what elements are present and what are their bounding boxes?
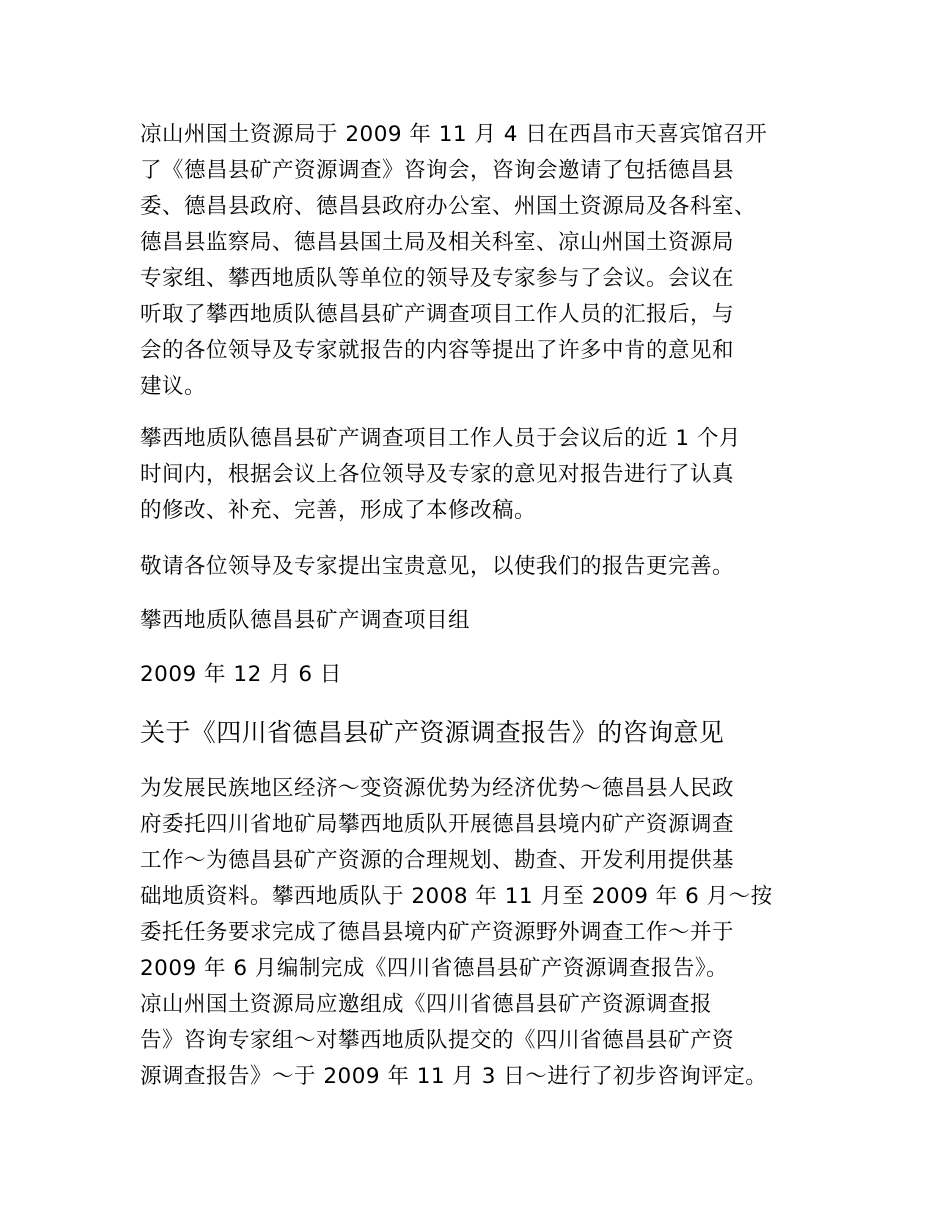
signature-block — [140, 603, 820, 639]
text-line: 专家组、攀西地质队等单位的领导及专家参与了会议。会议在 — [140, 266, 735, 291]
text-line: 的修改、补充、完善，形成了本修改稿。 — [140, 498, 537, 523]
text-line: 建议。 — [140, 374, 207, 399]
text-line: 凉山州国土资源局于 2009 年 11 月 4 日在西昌市天喜宾馆召开 — [140, 122, 768, 147]
paragraph-consultation — [140, 771, 820, 1095]
text-line: 德昌县监察局、德昌县国土局及相关科室、凉山州国土资源局 — [140, 230, 735, 255]
text-line: 工作～为德昌县矿产资源的合理规划、勘查、开发利用提供基 — [140, 848, 735, 873]
heading-text: 关于《四川省德昌县矿产资源调查报告》的咨询意见 — [140, 718, 725, 747]
text-line: 听取了攀西地质队德昌县矿产调查项目工作人员的汇报后，与 — [140, 302, 735, 327]
paragraph-meeting-summary — [140, 117, 820, 405]
paragraph-revision — [140, 421, 820, 529]
text-line: 敬请各位领导及专家提出宝贵意见，以使我们的报告更完善。 — [140, 554, 735, 579]
section-heading — [140, 713, 820, 753]
text-line: 为发展民族地区经济～变资源优势为经济优势～德昌县人民政 — [140, 776, 735, 801]
text-line: 础地质资料。攀西地质队于 2008 年 11 月至 2009 年 6 月～按 — [140, 884, 773, 909]
text-line: 委托任务要求完成了德昌县境内矿产资源野外调查工作～并于 — [140, 920, 735, 945]
text-line: 源调查报告》～于 2009 年 11 月 3 日～进行了初步咨询评定。 — [140, 1064, 768, 1089]
date-text: 2009 年 12 月 6 日 — [140, 662, 342, 687]
text-line: 告》咨询专家组～对攀西地质队提交的《四川省德昌县矿产资 — [140, 1028, 735, 1053]
text-line: 2009 年 6 月编制完成《四川省德昌县矿产资源调查报告》。 — [140, 956, 729, 981]
text-line: 攀西地质队德昌县矿产调查项目工作人员于会议后的近 1 个月 — [140, 426, 741, 451]
date-block — [140, 657, 820, 693]
text-line: 会的各位领导及专家就报告的内容等提出了许多中肯的意见和 — [140, 338, 735, 363]
paragraph-request — [140, 549, 820, 585]
text-line: 府委托四川省地矿局攀西地质队开展德昌县境内矿产资源调查 — [140, 812, 735, 837]
text-line: 委、德昌县政府、德昌县政府办公室、州国土资源局及各科室、 — [140, 194, 757, 219]
text-line: 凉山州国土资源局应邀组成《四川省德昌县矿产资源调查报 — [140, 992, 713, 1017]
text-line: 时间内，根据会议上各位领导及专家的意见对报告进行了认真 — [140, 462, 735, 487]
text-line: 了《德昌县矿产资源调查》咨询会，咨询会邀请了包括德昌县 — [140, 158, 735, 183]
signature-text: 攀西地质队德昌县矿产调查项目组 — [140, 608, 471, 633]
